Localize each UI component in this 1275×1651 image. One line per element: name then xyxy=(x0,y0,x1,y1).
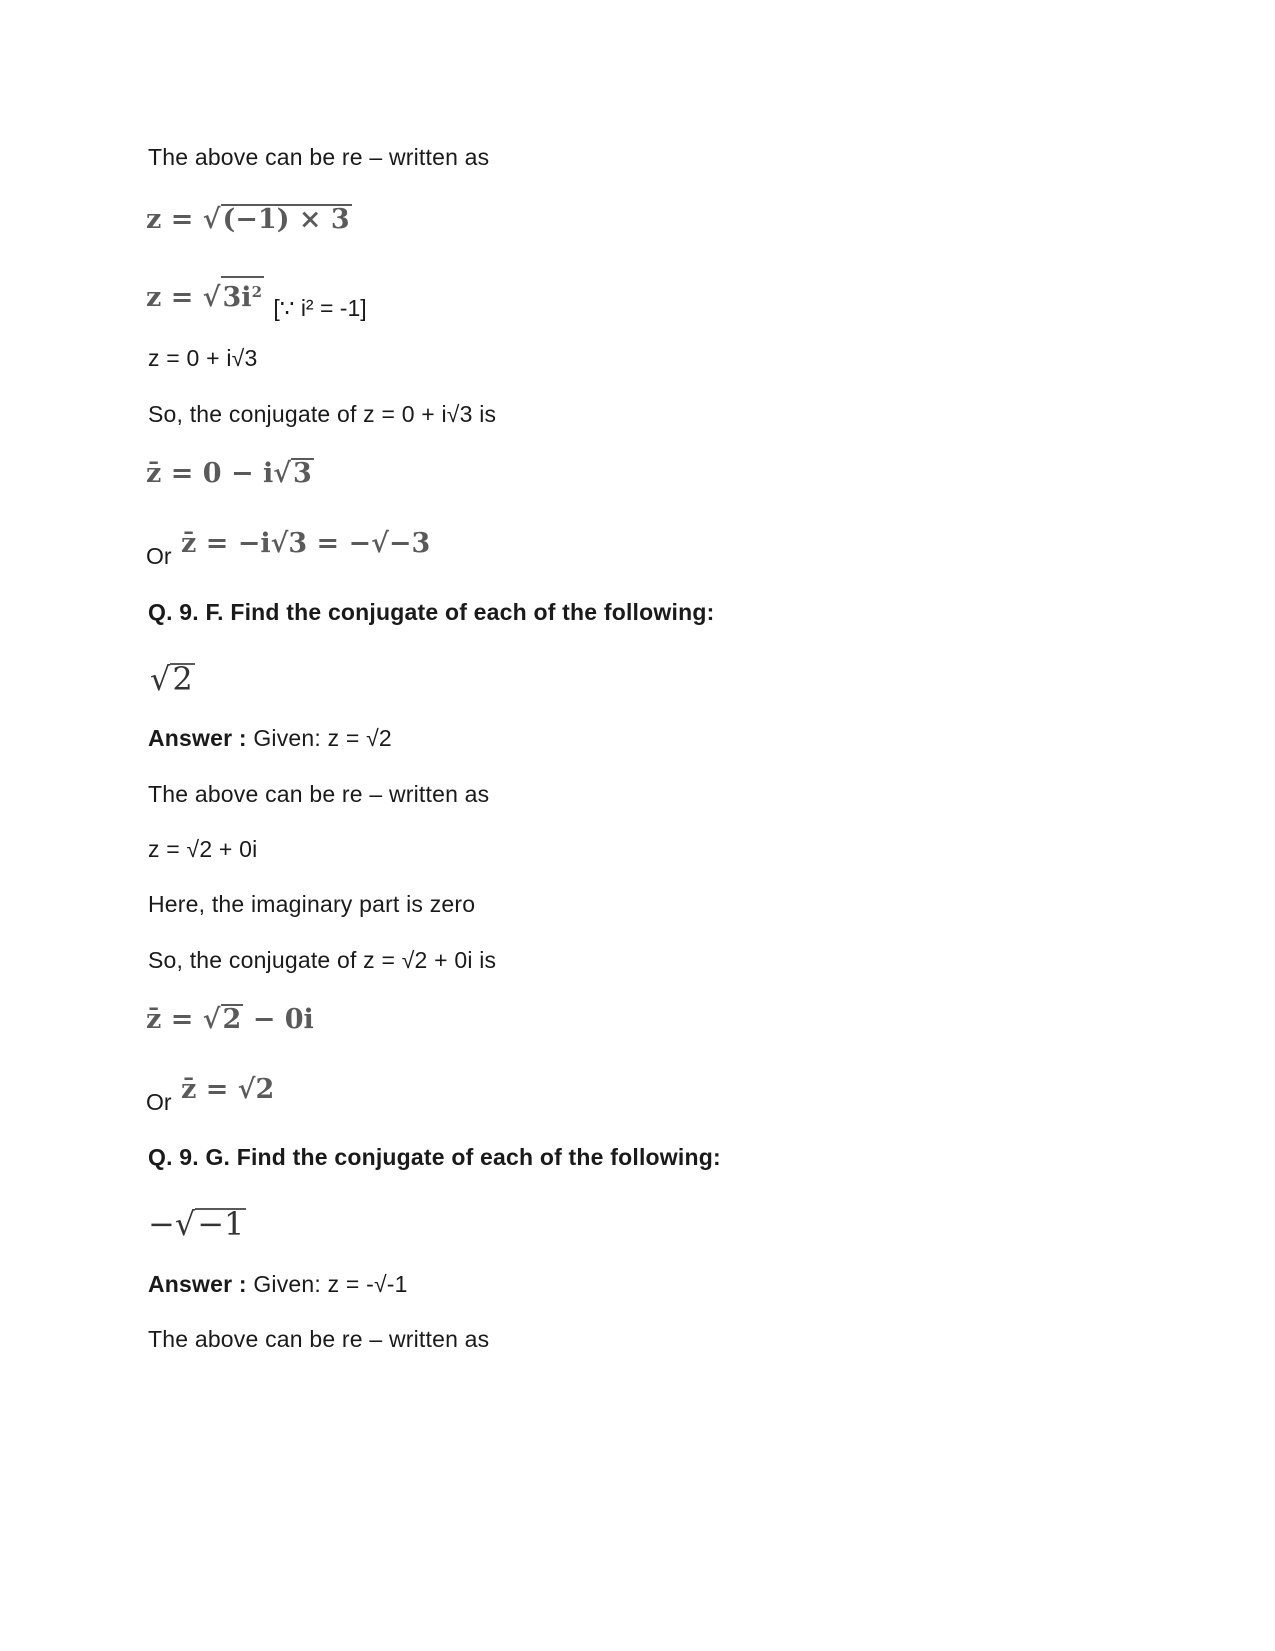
expr-prefix: − xyxy=(148,1205,175,1243)
equation-z-sqrt-3i2: $z = √3i^2$ [∵ i² = -1] xyxy=(146,276,367,325)
text-line: The above can be re – written as xyxy=(148,1326,490,1352)
equation-conjugate: z̄ = 0 − i√3 xyxy=(146,458,312,489)
question-heading: Q. 9. G. Find the conjugate of each of the following: xyxy=(148,1144,721,1170)
eq-rhs: − 0i xyxy=(243,1004,314,1035)
radicand: −1 xyxy=(197,1205,245,1243)
radicand: 3 xyxy=(292,458,312,489)
eq-lhs: z̄ = xyxy=(146,1004,203,1035)
radicand: (−1) × 3 xyxy=(222,204,350,235)
answer-line xyxy=(148,1270,408,1298)
or-label: Or xyxy=(146,1089,172,1115)
radicand-exponent: 2 xyxy=(251,283,262,301)
radicand: 2 xyxy=(222,1004,242,1035)
equation-z-sqrt: z = √(−1) × 3 xyxy=(146,204,350,235)
equation-conjugate-alt xyxy=(146,527,430,573)
equation-conjugate-alt xyxy=(146,1073,274,1119)
text-line: Here, the imaginary part is zero xyxy=(148,891,476,917)
answer-label: Answer : xyxy=(148,725,247,751)
eq-lhs: z = xyxy=(146,282,203,313)
question-expression: −√−1 xyxy=(148,1205,245,1243)
question-heading: Q. 9. F. Find the conjugate of each of the following: xyxy=(148,599,715,625)
eq-body: z̄ = √2 xyxy=(180,1074,275,1105)
answer-given: Given: z = √2 xyxy=(246,725,392,751)
text-line: z = 0 + i√3 xyxy=(148,345,258,371)
eq-body: z̄ = −i√3 = −√−3 xyxy=(180,528,431,559)
answer-given: Given: z = -√-1 xyxy=(246,1271,408,1297)
radicand xyxy=(221,276,264,312)
text-line: The above can be re – written as xyxy=(148,781,490,807)
radicand: 2 xyxy=(172,660,193,698)
or-label: Or xyxy=(146,543,172,569)
answer-line xyxy=(148,724,392,752)
eq-lhs: z̄ = 0 − i xyxy=(146,458,274,489)
question-expression: √2 xyxy=(150,660,193,698)
answer-label: Answer : xyxy=(148,1271,247,1297)
radicand-base: 3i xyxy=(222,282,252,313)
text-line: The above can be re – written as xyxy=(148,144,490,170)
since-note: [∵ i² = -1] xyxy=(273,295,367,321)
eq-lhs: z = xyxy=(146,204,203,235)
text-line: z = √2 + 0i xyxy=(148,836,258,862)
text-line: So, the conjugate of z = √2 + 0i is xyxy=(148,947,497,973)
text-line: So, the conjugate of z = 0 + i√3 is xyxy=(148,401,497,427)
equation-conjugate: z̄ = √2 − 0i xyxy=(146,1004,314,1035)
